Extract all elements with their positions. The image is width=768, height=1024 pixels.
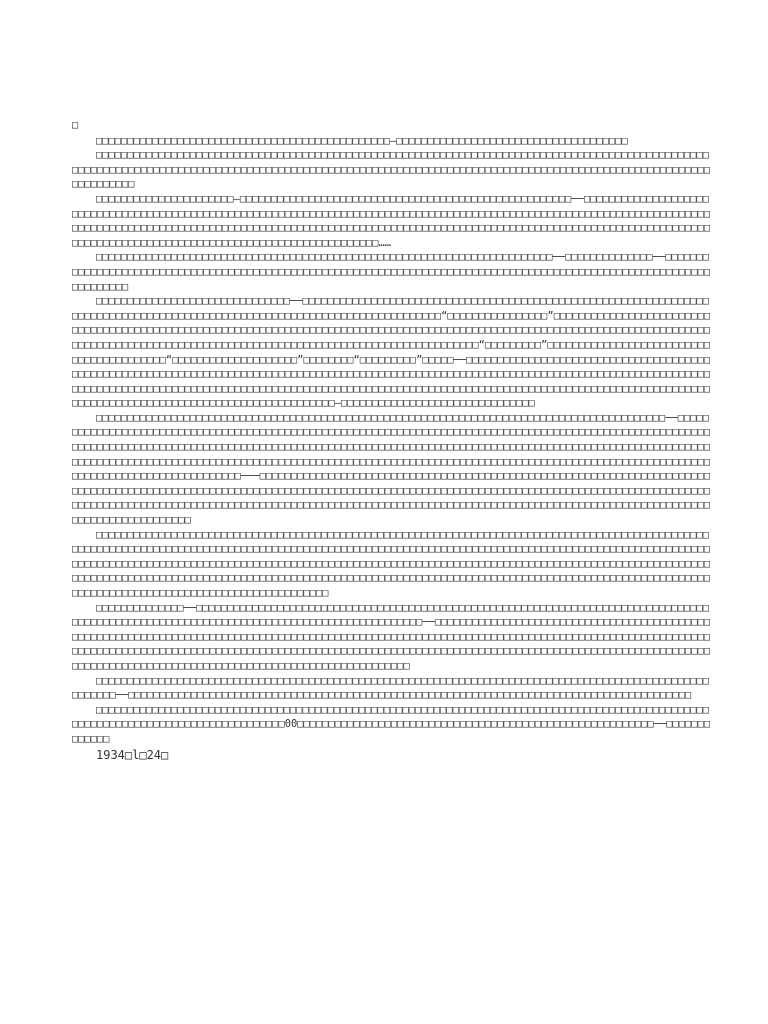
paragraph-6: □□□□□□□□□□□□□□□□□□□□□□□□□□□□□□□□□□□□□□□□□□□□□□□□□□□□□□□□□□□□□□□□□□□□□□□□□□□□□□□□□□□□□□□□□□□──□□□□□□□□□□□□□□□□□□□□□□□□□□□□□□□□□□□□□□□□□□□□□□□□□□□□□□□□□□□□□□□□□□□□□□□□□□□□□□□□□□□□□□□□□□□□□□□□□□□□□□□□□□□□□□□□□□□□□□□□□□□□□□□□□□□□□□□□□□□□□□□□□□□□□□□□□□□□□□□□□□□□□□□□□□□□□□□□□□□□□□□□□□□□□□□□□□□□□□□□□□□□□□□□□□□□□□□□□□□□□□□□□□□□□□□□□□□□□□□□□□□□□□□□□□□□□□□□□□□□□□□□□□□□□□□□□□□□□□□□□□□□□□□□□□□□□□□□□□□□□□□□□□□□□□□□□□□□□□□□□□□□□□□□□□□□□□□□□□───□□□□□□□□□□□□□□□□□□□□□□□□□□□□□□□□□□□□□□□□□□□□□□□□□□□□□□□□□□□□□□□□□□□□□□□□□□□□□□□□□□□□□□□□□□□□□□□□□□□□□□□□□□□□□□□□□□□□□□□□□□□□□□□□□□□□□□□□□□□□□□□□□□□□□□□□□□□□□□□□□□□□□□□□□□□□□□□□□□□□□□□□□□□□□□□□□□□□□□□□□□□□□□□□□□□□□□□□□□□□□□□□□□□□□□□□□□□□□□□□□□□□□□□□□□□□□□□□□□□□□□□□□□□□□□□□□□□□□□□□□□□□□□□□□□□□□□□ [72, 411, 711, 527]
heading-mark: □ [72, 119, 79, 131]
document-page [72, 118, 712, 763]
paragraph-7: □□□□□□□□□□□□□□□□□□□□□□□□□□□□□□□□□□□□□□□□□□□□□□□□□□□□□□□□□□□□□□□□□□□□□□□□□□□□□□□□□□□□□□□□□□□□□□□□□□□□□□□□□□□□□□□□□□□□□□□□□□□□□□□□□□□□□□□□□□□□□□□□□□□□□□□□□□□□□□□□□□□□□□□□□□□□□□□□□□□□□□□□□□□□□□□□□□□□□□□□□□□□□□□□□□□□□□□□□□□□□□□□□□□□□□□□□□□□□□□□□□□□□□□□□□□□□□□□□□□□□□□□□□□□□□□□□□□□□□□□□□□□□□□□□□□□□□□□□□□□□□□□□□□□□□□□□□□□□□□□□□□□□□□□□□□□□□□□□□□□□□□□□□□□□□□□□□□□□□□□□□□□□□□□□□□□□□□□□□□□□□□□□□□□□□□□□□□□□□□□□□□□□□□□□□□□□□□□□□□□□□□□□□□□□□□□□□□□□□□□□□□□□ [72, 528, 711, 599]
date-line: 1934□l□24□ [96, 747, 169, 762]
paragraph-9: □□□□□□□□□□□□□□□□□□□□□□□□□□□□□□□□□□□□□□□□□□□□□□□□□□□□□□□□□□□□□□□□□□□□□□□□□□□□□□□□□□□□□□□□□□□□□□□□□□□□□□□□□──□□□□□□□□□□□□□□□□□□□□□□□□□□□□□□□□□□□□□□□□□□□□□□□□□□□□□□□□□□□□□□□□□□□□□□□□□□□□□□□□□□□□□□□□□□ [72, 674, 710, 702]
paragraph-10: □□□□□□□□□□□□□□□□□□□□□□□□□□□□□□□□□□□□□□□□□□□□□□□□□□□□□□□□□□□□□□□□□□□□□□□□□□□□□□□□□□□□□□□□□□□□□□□□□□□□□□□□□□□□□□□□□□□□□□□□□□□□□□□□□□□□00□□□□□□□□□□□□□□□□□□□□□□□□□□□□□□□□□□□□□□□□□□□□□□□□□□□□□□□□□──□□□□□□□□□□□□□ [72, 703, 711, 745]
paragraph-5: □□□□□□□□□□□□□□□□□□□□□□□□□□□□□□□──□□□□□□□□□□□□□□□□□□□□□□□□□□□□□□□□□□□□□□□□□□□□□□□□□□□□□□□□□□□□□□□□□□□□□□□□□□□□□□□□□□□□□□□□□□□□□□□□□□□□□□□□□□□□□□□□□□□□□□□□□□□□“□□□□□□□□□□□□□□□□”□□□□□□□□□□□□□□□□□□□□□□□□□□□□□□□□□□□□□□□□□□□□□□□□□□□□□□□□□□□□□□□□□□□□□□□□□□□□□□□□□□□□□□□□□□□□□□□□□□□□□□□□□□□□□□□□□□□□□□□□□□□□□□□□□□□□□□□□□□□□□□□□□□□□□□□□□□□□□□□□□□□□□□□□□□□□□□□□□□□□□□□□□□□□□□□□“□□□□□□□□□”□□□□□□□□□□□□□□□□□□□□□□□□□□□□□□□□□□□□□□□□□“□□□□□□□□□□□□□□□□□□□□”□□□□□□□□“□□□□□□□□□”□□□□□──□□□□□□□□□□□□□□□□□□□□□□□□□□□□□□□□□□□□□□□□□□□□□□□□□□□□□□□□□□□□□□□□□□□□□□□□□□□□□□□□□□□□□□□□□□□□□□□□□□□□□□□□□□□□□□□□□□□□□□□□□□□□□□□□□□□□□□□□□□□□□□□□□□□□□□□□□□□□□□□□□□□□□□□□□□□□□□□□□□□□□□□□□□□□□□□□□□□□□□□□□□□□□□□□□□□□□□□□□□□□□□□□□□□□□□□□□□□□□□□□□□□□□□□□□□□□□□□□□□□□□□□□□□□□□□□□□□□□□□□□□□□□□—□□□□□□□□□□□□□□□□□□□□□□□□□□□□□□□ [72, 295, 711, 410]
paragraph-3: □□□□□□□□□□□□□□□□□□□□□□—□□□□□□□□□□□□□□□□□□□□□□□□□□□□□□□□□□□□□□□□□□□□□□□□□□□□□──□□□□□□□□□□□□□□□□□□□□□□□□□□□□□□□□□□□□□□□□□□□□□□□□□□□□□□□□□□□□□□□□□□□□□□□□□□□□□□□□□□□□□□□□□□□□□□□□□□□□□□□□□□□□□□□□□□□□□□□□□□□□□□□□□□□□□□□□□□□□□□□□□□□□□□□□□□□□□□□□□□□□□□□□□□□□□□□□□□□□□□□□□□□□□□□□□□□□□□□□□□□□□□□□□□□□□□□□□□□□□□□□□□□□□□□□□□□□□□□□□□□□□□□□□□□□□□□□□□□□□□□□□□□□□□□□□…… [72, 192, 711, 249]
paragraph-1: □□□□□□□□□□□□□□□□□□□□□□□□□□□□□□□□□□□□□□□□□□□□□□□—□□□□□□□□□□□□□□□□□□□□□□□□□□□□□□□□□□□□□ [96, 134, 628, 147]
paragraph-8: □□□□□□□□□□□□□□──□□□□□□□□□□□□□□□□□□□□□□□□□□□□□□□□□□□□□□□□□□□□□□□□□□□□□□□□□□□□□□□□□□□□□□□□□□□□□□□□□□□□□□□□□□□□□□□□□□□□□□□□□□□□□□□□□□□□□□□□□□□□□□□□□□□□□□□□□□──□□□□□□□□□□□□□□□□□□□□□□□□□□□□□□□□□□□□□□□□□□□□□□□□□□□□□□□□□□□□□□□□□□□□□□□□□□□□□□□□□□□□□□□□□□□□□□□□□□□□□□□□□□□□□□□□□□□□□□□□□□□□□□□□□□□□□□□□□□□□□□□□□□□□□□□□□□□□□□□□□□□□□□□□□□□□□□□□□□□□□□□□□□□□□□□□□□□□□□□□□□□□□□□□□□□□□□□□□□□□□□□□□□□□□□□□□□□□□□□□□□□□□□□□□□□□□□□□□□□□□□□□□□□□□□□□□□□□□□□□□□□□□□□□□□□□□□□□□□□□□□ [72, 601, 711, 672]
paragraph-2: □□□□□□□□□□□□□□□□□□□□□□□□□□□□□□□□□□□□□□□□□□□□□□□□□□□□□□□□□□□□□□□□□□□□□□□□□□□□□□□□□□□□□□□□□□□□□□□□□□□□□□□□□□□□□□□□□□□□□□□□□□□□□□□□□□□□□□□□□□□□□□□□□□□□□□□□□□□□□□□□□□□□□□□□□□□□□□□□□□□□□□□□□□□□□□□□□□□□□□□□□□□□□□□□□□ [72, 149, 711, 191]
paragraph-4: □□□□□□□□□□□□□□□□□□□□□□□□□□□□□□□□□□□□□□□□□□□□□□□□□□□□□□□□□□□□□□□□□□□□□□□□□──□□□□□□□□□□□□□□──□□□□□□□□□□□□□□□□□□□□□□□□□□□□□□□□□□□□□□□□□□□□□□□□□□□□□□□□□□□□□□□□□□□□□□□□□□□□□□□□□□□□□□□□□□□□□□□□□□□□□□□□□□□□□□□□□□□□□□ [72, 251, 711, 293]
